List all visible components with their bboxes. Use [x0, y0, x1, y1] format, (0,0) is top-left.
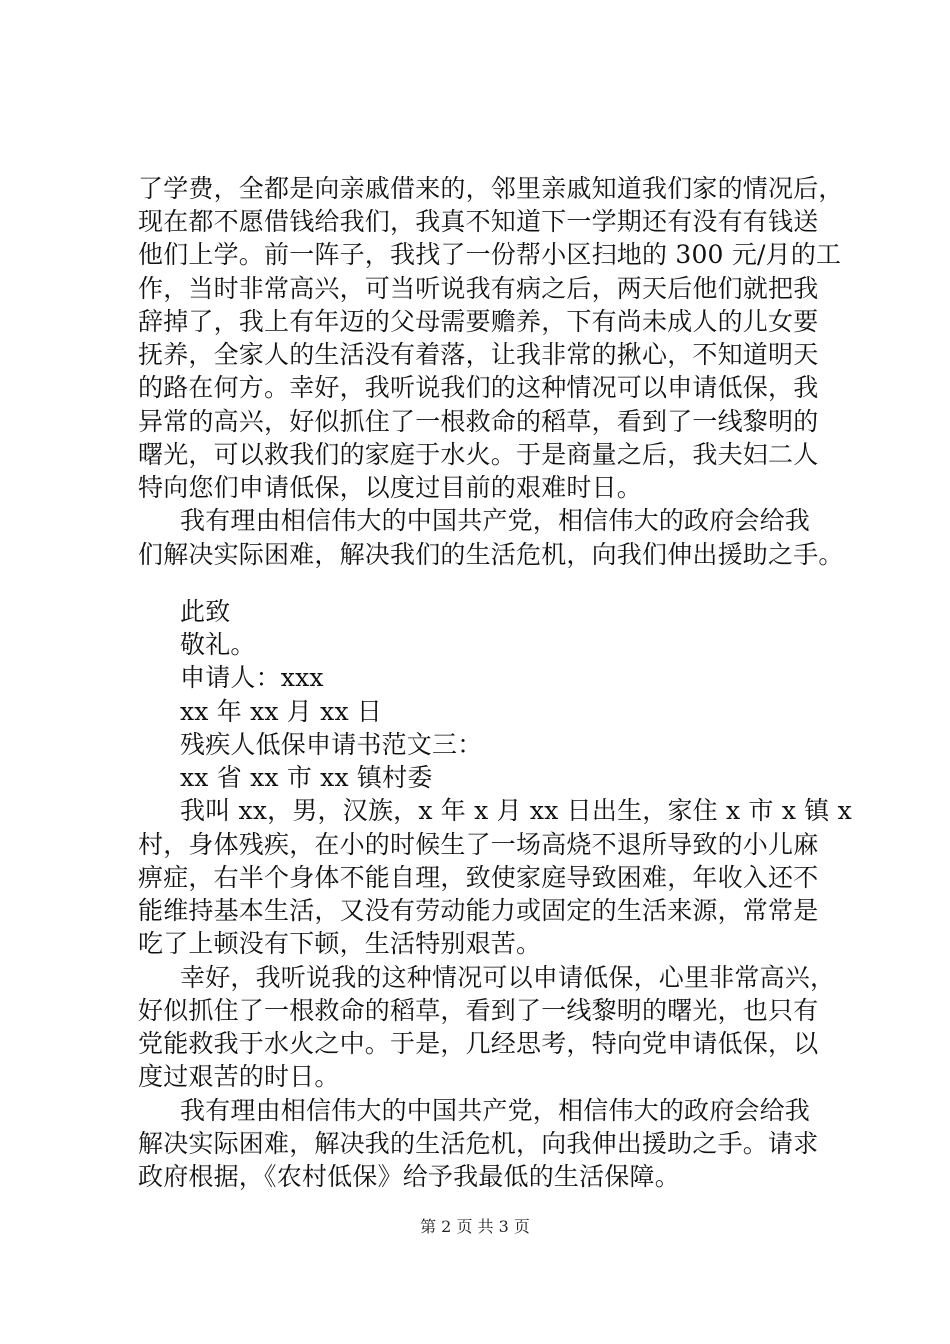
- text-line: 了学费，全都是向亲戚借来的，邻里亲戚知道我们家的情况后，: [138, 174, 844, 203]
- date-line: xx 年 xx 月 xx 日: [180, 697, 383, 726]
- text-line: 他们上学。前一阵子，我找了一份帮小区扫地的 300 元/月的工: [138, 240, 842, 269]
- text-line: 作，当时非常高兴，可当听说我有病之后，两天后他们就把我: [138, 274, 819, 303]
- salutation: 敬礼。: [180, 630, 256, 659]
- text-line: 的路在何方。幸好，我听说我们的这种情况可以申请低保，我: [138, 373, 819, 402]
- text-line: 们解决实际困难，解决我们的生活危机，向我们伸出援助之手。: [138, 540, 844, 569]
- text-line: 好似抓住了一根救命的稻草，看到了一线黎明的曙光，也只有: [138, 996, 819, 1025]
- paragraph-start: 幸好，我听说我的这种情况可以申请低保，心里非常高兴，: [180, 963, 836, 992]
- text-line: 度过艰苦的时日。: [138, 1062, 340, 1091]
- recipient-line: xx 省 xx 市 xx 镇村委: [180, 763, 433, 792]
- text-line: 异常的高兴，好似抓住了一根救命的稻草，看到了一线黎明的: [138, 407, 819, 436]
- text-line: 村，身体残疾，在小的时候生了一场高烧不退所导致的小儿麻: [138, 830, 819, 859]
- paragraph-start: 我叫 xx，男，汉族，x 年 x 月 xx 日出生，家住 x 市 x 镇 x: [180, 796, 852, 825]
- text-line: 曙光，可以救我们的家庭于水火。于是商量之后，我夫妇二人: [138, 440, 819, 469]
- paragraph-start: 我有理由相信伟大的中国共产党，相信伟大的政府会给我: [180, 506, 811, 535]
- text-line: 特向您们申请低保，以度过目前的艰难时日。: [138, 473, 643, 502]
- applicant-line: 申请人：xxx: [180, 663, 324, 692]
- text-line: 吃了上顿没有下顿，生活特别艰苦。: [138, 929, 542, 958]
- text-line: 抚养，全家人的生活没有着落，让我非常的揪心，不知道明天: [138, 340, 819, 369]
- text-line: 能维持基本生活，又没有劳动能力或固定的生活来源，常常是: [138, 896, 819, 925]
- text-line: 痹症，右半个身体不能自理，致使家庭导致困难，年收入还不: [138, 863, 819, 892]
- text-line: 党能救我于水火之中。于是，几经思考，特向党申请低保，以: [138, 1029, 819, 1058]
- salutation: 此致: [180, 597, 231, 626]
- page-footer: 第 2 页 共 3 页: [420, 1217, 530, 1236]
- text-line: 解决实际困难，解决我的生活危机，向我伸出援助之手。请求: [138, 1129, 819, 1158]
- section-heading: 残疾人低保申请书范文三：: [180, 730, 483, 759]
- text-line: 辞掉了，我上有年迈的父母需要赡养，下有尚未成人的儿女要: [138, 307, 819, 336]
- text-line: 政府根据，《农村低保》给予我最低的生活保障。: [138, 1162, 680, 1191]
- text-line: 现在都不愿借钱给我们，我真不知道下一学期还有没有有钱送: [138, 207, 819, 236]
- paragraph-start: 我有理由相信伟大的中国共产党，相信伟大的政府会给我: [180, 1096, 811, 1125]
